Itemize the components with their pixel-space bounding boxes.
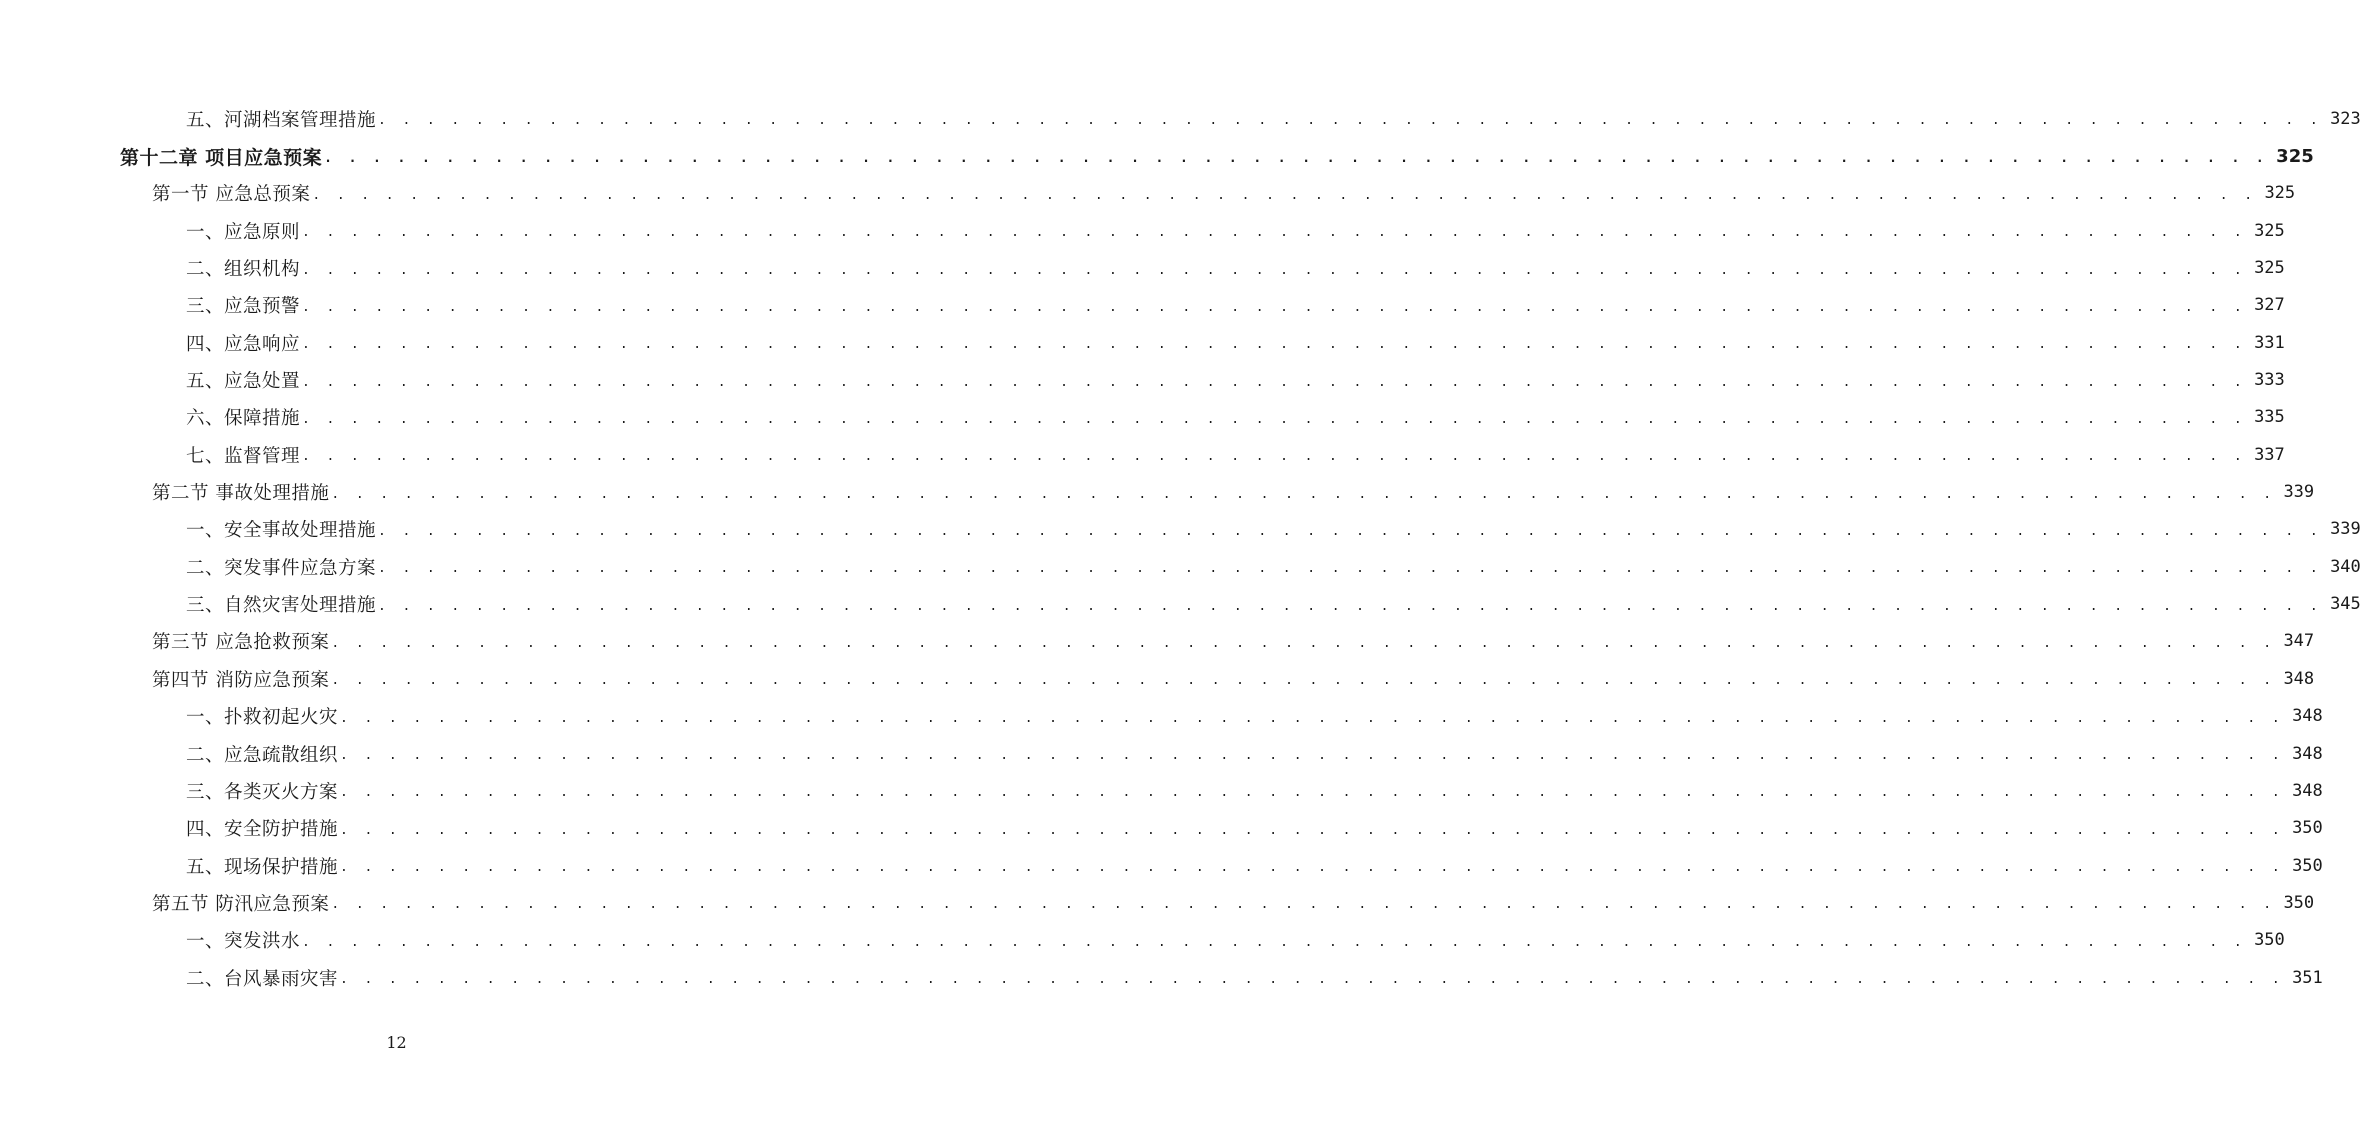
toc-entry-label: 三、各类灭火方案 (186, 781, 339, 803)
toc-entry-item[interactable] (0, 959, 2323, 996)
toc-entry-page: 327 (2254, 295, 2285, 316)
dot-leader: . . . . . . . . . . . . . . . . . . . . . . . . . . . . . . . . . . . . . . . . . . . . . . . . . . . . . . . . . . . . . . . . . . . . . . . . . . . . . . . . (378, 598, 2323, 614)
toc-entry-page: 339 (2283, 482, 2315, 503)
toc-entry-label: 一、扑救初起火灾 (186, 707, 339, 729)
toc-entry-label: 一、安全事故处理措施 (186, 520, 377, 542)
toc-entry-label: 三、应急预警 (186, 296, 301, 318)
toc-entry-page: 350 (2254, 930, 2285, 951)
dot-leader: . . . . . . . . . . . . . . . . . . . . . . . . . . . . . . . . . . . . . . . . . . . . . . . . . . . . . . . . . . . . . . . . . . . . . . . . . . . . . . . . (378, 561, 2323, 577)
toc-entry-page: 335 (2254, 407, 2285, 428)
dot-leader: . . . . . . . . . . . . . . . . . . . . . . . . . . . . . . . . . . . . . . . . . . . . . . . . . . . . . . . . . . . . . . . . . . . . . . . . . . . . . . . . (378, 523, 2323, 539)
toc-entry-item[interactable] (0, 399, 2285, 436)
dot-leader: . . . . . . . . . . . . . . . . . . . . . . . . . . . . . . . . . . . . . . . . . . . . . . . . . . . . . . . . . . . . . . . . . . . . . . . . . . . . . . . . (331, 897, 2276, 913)
toc-entry-item[interactable] (0, 361, 2285, 398)
toc-entry-label: 二、突发事件应急方案 (186, 557, 377, 579)
dot-leader: . . . . . . . . . . . . . . . . . . . . . . . . . . . . . . . . . . . . . . . . . . . . . . . . . . . . . . . . . . . . . . . . . . . . . . . . . . . . . . . . (302, 337, 2247, 353)
toc-entry-page: 337 (2254, 444, 2285, 465)
toc-entry-label: 一、应急原则 (186, 221, 301, 243)
toc-entry-item[interactable] (0, 810, 2323, 847)
toc-entry-label: 第二节 事故处理措施 (152, 483, 330, 505)
toc-entry-page: 350 (2292, 855, 2323, 876)
toc-entry-page: 350 (2292, 818, 2323, 839)
toc-entry-page: 348 (2283, 668, 2315, 689)
toc-entry-page: 325 (2276, 145, 2314, 167)
toc-entry-item[interactable] (0, 287, 2285, 324)
toc-entry-page: 339 (2330, 519, 2361, 540)
toc-entry-item[interactable] (0, 511, 2361, 548)
toc-entry-chapter[interactable] (0, 137, 2314, 174)
dot-leader: . . . . . . . . . . . . . . . . . . . . . . . . . . . . . . . . . . . . . . . . . . . . . . . . . . . . . . . . . . . . . . . . . . . . . . . . . . . . . . . . (340, 785, 2285, 801)
toc-entry-label: 六、保障措施 (186, 408, 301, 430)
dot-leader: . . . . . . . . . . . . . . . . . . . . . . . . . . . . . . . . . . . . . . . . . . . . . . . . . . . . . . . . . . . . . . . . . . . . . . . . . . . . . . . . (302, 449, 2247, 465)
toc-entry-page: 347 (2283, 631, 2315, 652)
toc-entry-item[interactable] (0, 735, 2323, 772)
toc-entry-item[interactable] (0, 212, 2285, 249)
toc-entry-section[interactable] (0, 175, 2296, 212)
toc-entry-item[interactable] (0, 922, 2285, 959)
toc-entry-label: 三、自然灾害处理措施 (186, 595, 377, 617)
dot-leader: . . . . . . . . . . . . . . . . . . . . . . . . . . . . . . . . . . . . . . . . . . . . . . . . . . . . . . . . . . . . . . . . . . . . . . . . . . . . . . . . (340, 860, 2285, 876)
dot-leader: . . . . . . . . . . . . . . . . . . . . . . . . . . . . . . . . . . . . . . . . . . . . . . . . . . . . . . . . . . . . . . . . . . . . . . . . . . . . . . . . (324, 150, 2269, 166)
toc-entry-label: 第三节 应急抢救预案 (152, 632, 330, 654)
dot-leader: . . . . . . . . . . . . . . . . . . . . . . . . . . . . . . . . . . . . . . . . . . . . . . . . . . . . . . . . . . . . . . . . . . . . . . . . . . . . . . . . (302, 299, 2247, 315)
toc-entry-item[interactable] (0, 698, 2323, 735)
toc-entry-label: 四、应急响应 (186, 333, 301, 355)
dot-leader: . . . . . . . . . . . . . . . . . . . . . . . . . . . . . . . . . . . . . . . . . . . . . . . . . . . . . . . . . . . . . . . . . . . . . . . . . . . . . . . . (340, 822, 2285, 838)
toc-entry-page: 348 (2292, 706, 2323, 727)
dot-leader: . . . . . . . . . . . . . . . . . . . . . . . . . . . . . . . . . . . . . . . . . . . . . . . . . . . . . . . . . . . . . . . . . . . . . . . . . . . . . . . . (331, 635, 2276, 651)
dot-leader: . . . . . . . . . . . . . . . . . . . . . . . . . . . . . . . . . . . . . . . . . . . . . . . . . . . . . . . . . . . . . . . . . . . . . . . . . . . . . . . . (302, 411, 2247, 427)
dot-leader: . . . . . . . . . . . . . . . . . . . . . . . . . . . . . . . . . . . . . . . . . . . . . . . . . . . . . . . . . . . . . . . . . . . . . . . . . . . . . . . . (340, 972, 2285, 988)
toc-entry-page: 351 (2292, 967, 2323, 988)
toc-entry-label: 二、应急疏散组织 (186, 744, 339, 766)
toc-entry-page: 325 (2264, 183, 2296, 204)
toc-entry-label: 二、台风暴雨灾害 (186, 968, 339, 990)
toc-entry-page: 325 (2254, 220, 2285, 241)
dot-leader: . . . . . . . . . . . . . . . . . . . . . . . . . . . . . . . . . . . . . . . . . . . . . . . . . . . . . . . . . . . . . . . . . . . . . . . . . . . . . . . . (378, 113, 2323, 129)
toc-entry-item[interactable] (0, 436, 2285, 473)
toc-entry-label: 第十二章 项目应急预案 (120, 146, 323, 169)
toc-entry-section[interactable] (0, 473, 2315, 510)
toc-entry-label: 第五节 防汛应急预案 (152, 893, 330, 915)
toc-entry-label: 五、河湖档案管理措施 (186, 109, 377, 131)
toc-entry-label: 第一节 应急总预案 (152, 184, 311, 206)
toc-entry-section[interactable] (0, 884, 2315, 921)
toc-entry-page: 348 (2292, 743, 2323, 764)
dot-leader: . . . . . . . . . . . . . . . . . . . . . . . . . . . . . . . . . . . . . . . . . . . . . . . . . . . . . . . . . . . . . . . . . . . . . . . . . . . . . . . . (340, 710, 2285, 726)
toc-entry-label: 四、安全防护措施 (186, 819, 339, 841)
toc-entry-item[interactable] (0, 847, 2323, 884)
toc-entry-page: 331 (2254, 332, 2285, 353)
toc-entry-label: 七、监督管理 (186, 445, 301, 467)
toc-entry-page: 323 (2330, 108, 2361, 129)
dot-leader: . . . . . . . . . . . . . . . . . . . . . . . . . . . . . . . . . . . . . . . . . . . . . . . . . . . . . . . . . . . . . . . . . . . . . . . . . . . . . . . . (340, 748, 2285, 764)
toc-entry-page: 340 (2330, 556, 2361, 577)
table-of-contents (0, 100, 2361, 996)
toc-entry-section[interactable] (0, 660, 2315, 697)
dot-leader: . . . . . . . . . . . . . . . . . . . . . . . . . . . . . . . . . . . . . . . . . . . . . . . . . . . . . . . . . . . . . . . . . . . . . . . . . . . . . . . . (302, 934, 2247, 950)
toc-entry-page: 333 (2254, 370, 2285, 391)
toc-entry-page: 345 (2330, 594, 2361, 615)
toc-entry-page: 348 (2292, 780, 2323, 801)
toc-entry-label: 第四节 消防应急预案 (152, 669, 330, 691)
dot-leader: . . . . . . . . . . . . . . . . . . . . . . . . . . . . . . . . . . . . . . . . . . . . . . . . . . . . . . . . . . . . . . . . . . . . . . . . . . . . . . . . (302, 374, 2247, 390)
toc-entry-item[interactable] (0, 324, 2285, 361)
toc-entry-page: 325 (2254, 258, 2285, 279)
toc-entry-item[interactable] (0, 100, 2361, 137)
toc-entry-item[interactable] (0, 548, 2361, 585)
page-number: 12 (386, 1033, 407, 1052)
toc-entry-section[interactable] (0, 623, 2315, 660)
toc-entry-item[interactable] (0, 249, 2285, 286)
toc-entry-page: 350 (2283, 892, 2315, 913)
toc-entry-label: 一、突发洪水 (186, 931, 301, 953)
toc-entry-label: 二、组织机构 (186, 259, 301, 281)
dot-leader: . . . . . . . . . . . . . . . . . . . . . . . . . . . . . . . . . . . . . . . . . . . . . . . . . . . . . . . . . . . . . . . . . . . . . . . . . . . . . . . . (302, 262, 2247, 278)
dot-leader: . . . . . . . . . . . . . . . . . . . . . . . . . . . . . . . . . . . . . . . . . . . . . . . . . . . . . . . . . . . . . . . . . . . . . . . . . . . . . . . . (312, 187, 2257, 203)
toc-entry-item[interactable] (0, 585, 2361, 622)
dot-leader: . . . . . . . . . . . . . . . . . . . . . . . . . . . . . . . . . . . . . . . . . . . . . . . . . . . . . . . . . . . . . . . . . . . . . . . . . . . . . . . . (331, 486, 2276, 502)
toc-entry-item[interactable] (0, 772, 2323, 809)
dot-leader: . . . . . . . . . . . . . . . . . . . . . . . . . . . . . . . . . . . . . . . . . . . . . . . . . . . . . . . . . . . . . . . . . . . . . . . . . . . . . . . . (302, 225, 2247, 241)
dot-leader: . . . . . . . . . . . . . . . . . . . . . . . . . . . . . . . . . . . . . . . . . . . . . . . . . . . . . . . . . . . . . . . . . . . . . . . . . . . . . . . . (331, 673, 2276, 689)
toc-entry-label: 五、应急处置 (186, 371, 301, 393)
toc-entry-label: 五、现场保护措施 (186, 856, 339, 878)
